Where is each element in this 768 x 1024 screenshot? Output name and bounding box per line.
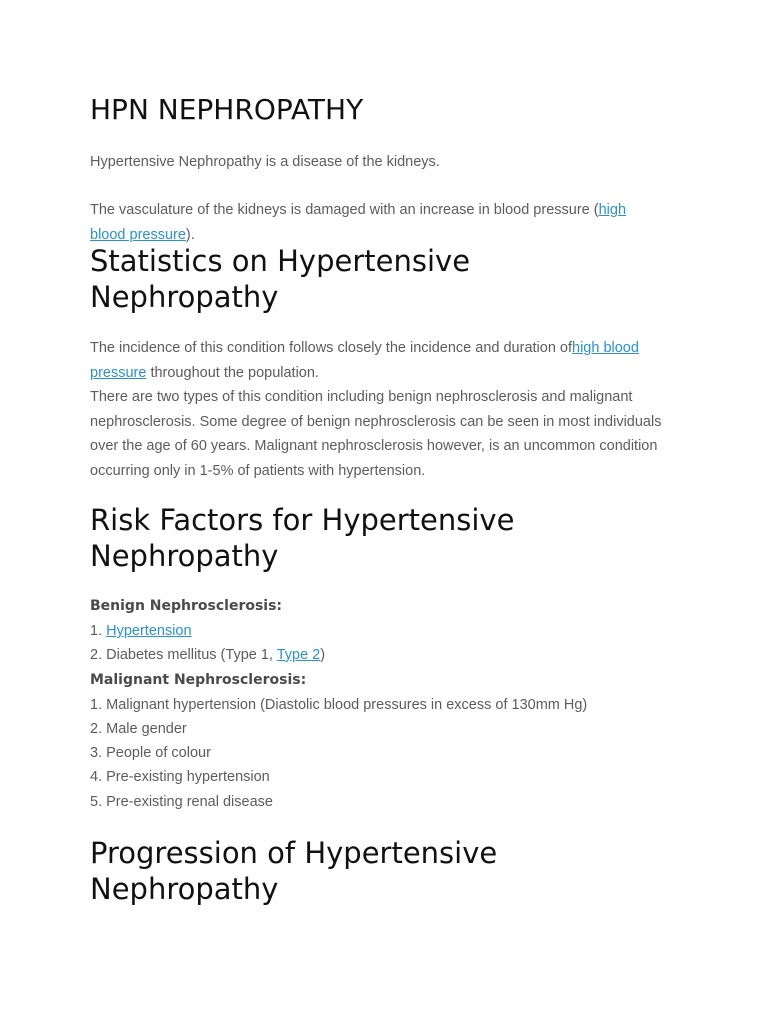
type-2-link[interactable]: Type 2: [276, 647, 321, 663]
benign-item-2: [90, 643, 325, 667]
high-blood-pressure-link[interactable]: high blood pressure: [90, 202, 627, 243]
vasculature-text-end: ).: [185, 226, 195, 243]
statistics-paragraph-1: [90, 336, 680, 385]
malignant-item-5: 5. Pre-existing renal disease: [90, 794, 273, 810]
hypertension-link[interactable]: Hypertension: [106, 623, 192, 639]
benign-label: Benign Nephrosclerosis:: [90, 598, 283, 614]
risk-factors-heading: Risk Factors for Hypertensive Nephropathy: [90, 503, 515, 573]
malignant-item-3: 3. People of colour: [90, 745, 211, 761]
high-blood-pressure-link-2[interactable]: high blood pressure: [90, 340, 639, 381]
benign-item-1: [90, 619, 192, 643]
intro-paragraph: [90, 150, 690, 175]
statistics-paragraph-2: There are two types of this condition including benign nephrosclerosis and malignant nephrosclerosis. Some degree of benign nephrosclerosis can be seen in most individuals over the age of 60 years. Malignant nephrosclerosis however, is an uncommon condition occurring only in 1-5% of patients with hypertension.: [90, 389, 662, 479]
malignant-item-4: 4. Pre-existing hypertension: [90, 769, 270, 785]
statistics-text: The incidence of this condition follows closely the incidence and duration of: [90, 340, 573, 356]
intro-text: Hypertensive Nephropathy is a disease of the kidneys.: [90, 154, 440, 170]
statistics-text-end: throughout the population.: [146, 364, 319, 381]
page-title: HPN NEPHROPATHY: [90, 93, 364, 126]
progression-heading: Progression of Hypertensive Nephropathy: [90, 836, 498, 906]
malignant-item-1: 1. Malignant hypertension (Diastolic blood pressures in excess of 130mm Hg): [90, 697, 588, 713]
benign-item-2-suffix: ): [320, 647, 326, 663]
vasculature-text: The vasculature of the kidneys is damaged with an increase in blood pressure (: [90, 202, 599, 218]
vasculature-paragraph: [90, 198, 660, 247]
benign-item-2-text: 2. Diabetes mellitus (Type 1,: [90, 647, 277, 663]
statistics-heading: Statistics on Hypertensive Nephropathy: [90, 244, 471, 314]
benign-item-1-number: 1.: [90, 623, 107, 639]
malignant-label: Malignant Nephrosclerosis:: [90, 672, 307, 688]
malignant-item-2: 2. Male gender: [90, 721, 187, 737]
